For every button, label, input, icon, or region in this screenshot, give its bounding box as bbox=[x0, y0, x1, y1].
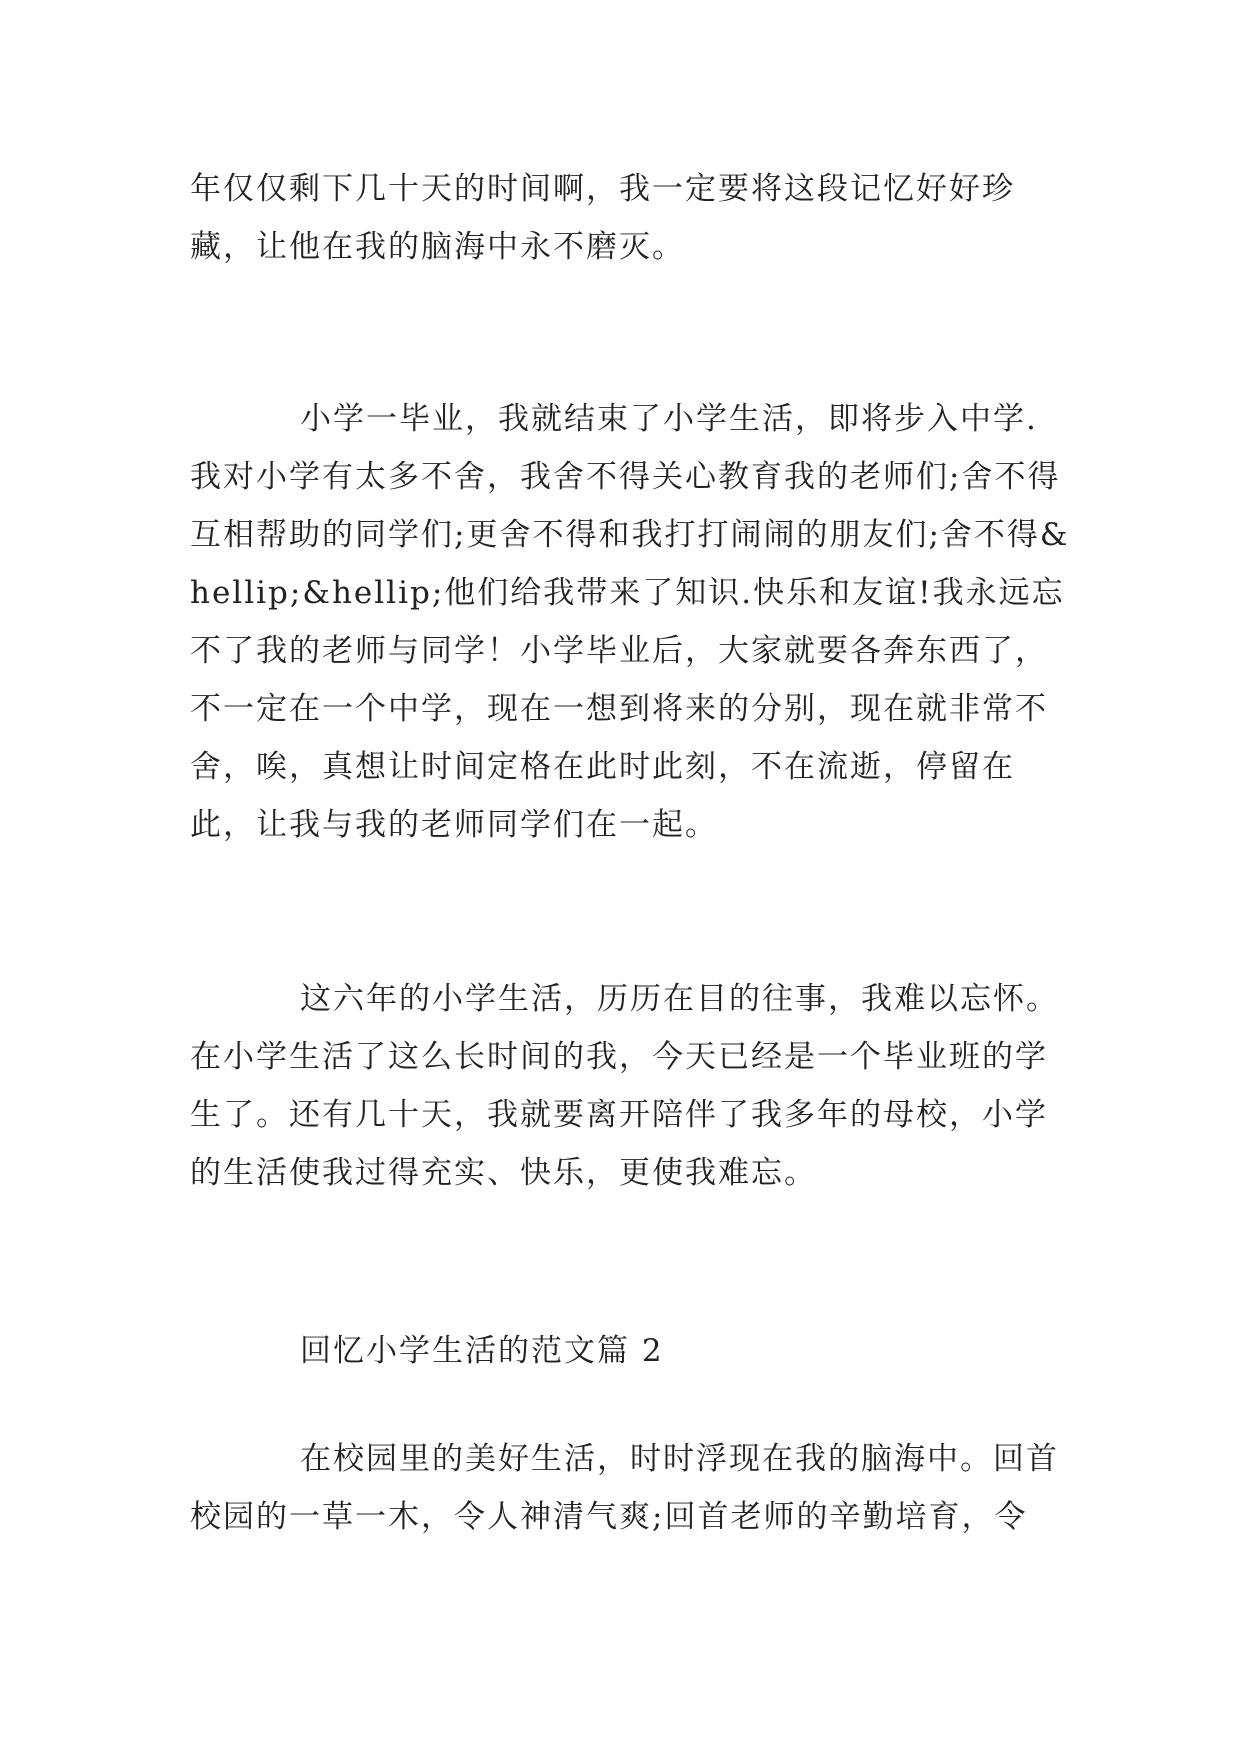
paragraph-text: 年仅仅剩下几十天的时间啊，我一定要将这段记忆好好珍藏，让他在我的脑海中永不磨灭。 bbox=[190, 171, 1015, 265]
paragraph-continuation bbox=[190, 160, 1070, 276]
paragraph-text: 这六年的小学生活，历历在目的往事，我难以忘怀。在小学生活了这么长时间的我，今天已经是一个毕业班的学生了。还有几十天，我就要离开陪伴了我多年的母校，小学的生活使我过得充实、快乐，更使我难忘。 bbox=[190, 981, 1059, 1191]
paragraph-campus-life bbox=[190, 1430, 1070, 1546]
section-heading: 回忆小学生活的范文篇 2 bbox=[300, 1333, 664, 1369]
paragraph-text: 小学一毕业，我就结束了小学生活，即将步入中学.我对小学有太多不舍，我舍不得关心教育我的老师们;舍不得互相帮助的同学们;更舍不得和我打打闹闹的朋友们;舍不得&hellip;&hellip;他们给我带来了知识.快乐和友谊!我永远忘不了我的老师与同学！小学毕业后，大家就要各奔东西了，不一定在一个中学，现在一想到将来的分别，现在就非常不舍，唉，真想让时间定格在此时此刻，不在流逝，停留在此，让我与我的老师同学们在一起。 bbox=[190, 401, 1070, 843]
paragraph-text: 在校园里的美好生活，时时浮现在我的脑海中。回首校园的一草一木，令人神清气爽;回首老师的辛勤培育，令 bbox=[190, 1441, 1059, 1535]
paragraph-six-years bbox=[190, 970, 1070, 1202]
paragraph-graduation-feelings bbox=[190, 390, 1070, 854]
